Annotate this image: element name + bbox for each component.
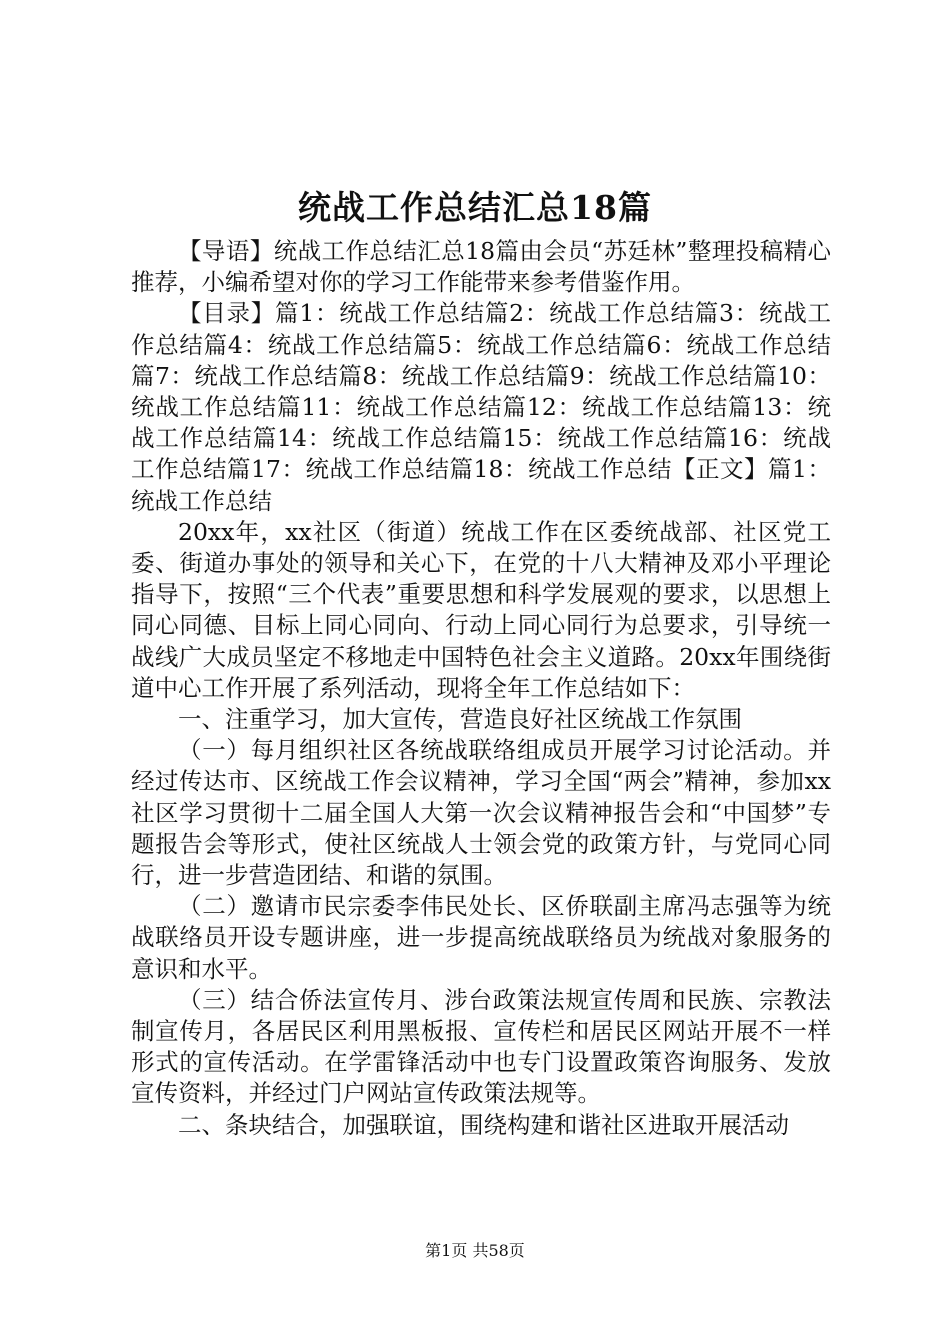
document-body — [131, 236, 831, 1141]
paragraph-item-2: （二）邀请市民宗委李伟民处长、区侨联副主席冯志强等为统战联络员开设专题讲座，进一步提高统战联络员为统战对象服务的意识和水平。 — [131, 892, 831, 983]
paragraph-item-3: （三）结合侨法宣传月、涉台政策法规宣传周和民族、宗教法制宣传月，各居民区利用黑板报、宣传栏和居民区网站开展不一样形式的宣传活动。在学雷锋活动中也专门设置政策咨询服务、发放宣传资料，并经过门户网站宣传政策法规等。 — [131, 985, 831, 1108]
document-title: 统战工作总结汇总18篇 — [298, 188, 652, 227]
section-heading-2: 二、条块结合，加强联谊，围绕构建和谐社区进取开展活动 — [178, 1110, 789, 1139]
paragraph-item-1: （一）每月组织社区各统战联络组成员开展学习讨论活动。并经过传达市、区统战工作会议精神，学习全国“两会”精神，参加xx社区学习贯彻十二届全国人大第一次会议精神报告会和“中国梦”专题报告会等形式，使社区统战人士领会党的政策方针，与党同心同行，进一步营造团结、和谐的氛围。 — [131, 736, 831, 890]
page-footer: 第1页 共58页 — [425, 1241, 525, 1260]
paragraph-main-1: 20xx年，xx社区（街道）统战工作在区委统战部、社区党工委、街道办事处的领导和关心下，在党的十八大精神及邓小平理论指导下，按照“三个代表”重要思想和科学发展观的要求，以思想上同心同德、目标上同心同向、行动上同心同行为总要求，引导统一战线广大成员坚定不移地走中国特色社会主义道路。20xx年围绕街道中心工作开展了系列活动，现将全年工作总结如下： — [131, 517, 831, 702]
section-heading-1: 一、注重学习，加大宣传，营造良好社区统战工作氛围 — [178, 705, 742, 734]
paragraph-toc: 【目录】篇1：统战工作总结篇2：统战工作总结篇3：统战工作总结篇4：统战工作总结篇5：统战工作总结篇6：统战工作总结篇7：统战工作总结篇8：统战工作总结篇9：统战工作总结篇10：统战工作总结篇11：统战工作总结篇12：统战工作总结篇13：统战工作总结篇14：统战工作总结篇15：统战工作总结篇16：统战工作总结篇17：统战工作总结篇18：统战工作总结【正文】篇1：统战工作总结 — [131, 299, 831, 515]
paragraph-intro: 【导语】统战工作总结汇总18篇由会员“苏廷林”整理投稿精心推荐，小编希望对你的学习工作能带来参考借鉴作用。 — [131, 237, 831, 297]
